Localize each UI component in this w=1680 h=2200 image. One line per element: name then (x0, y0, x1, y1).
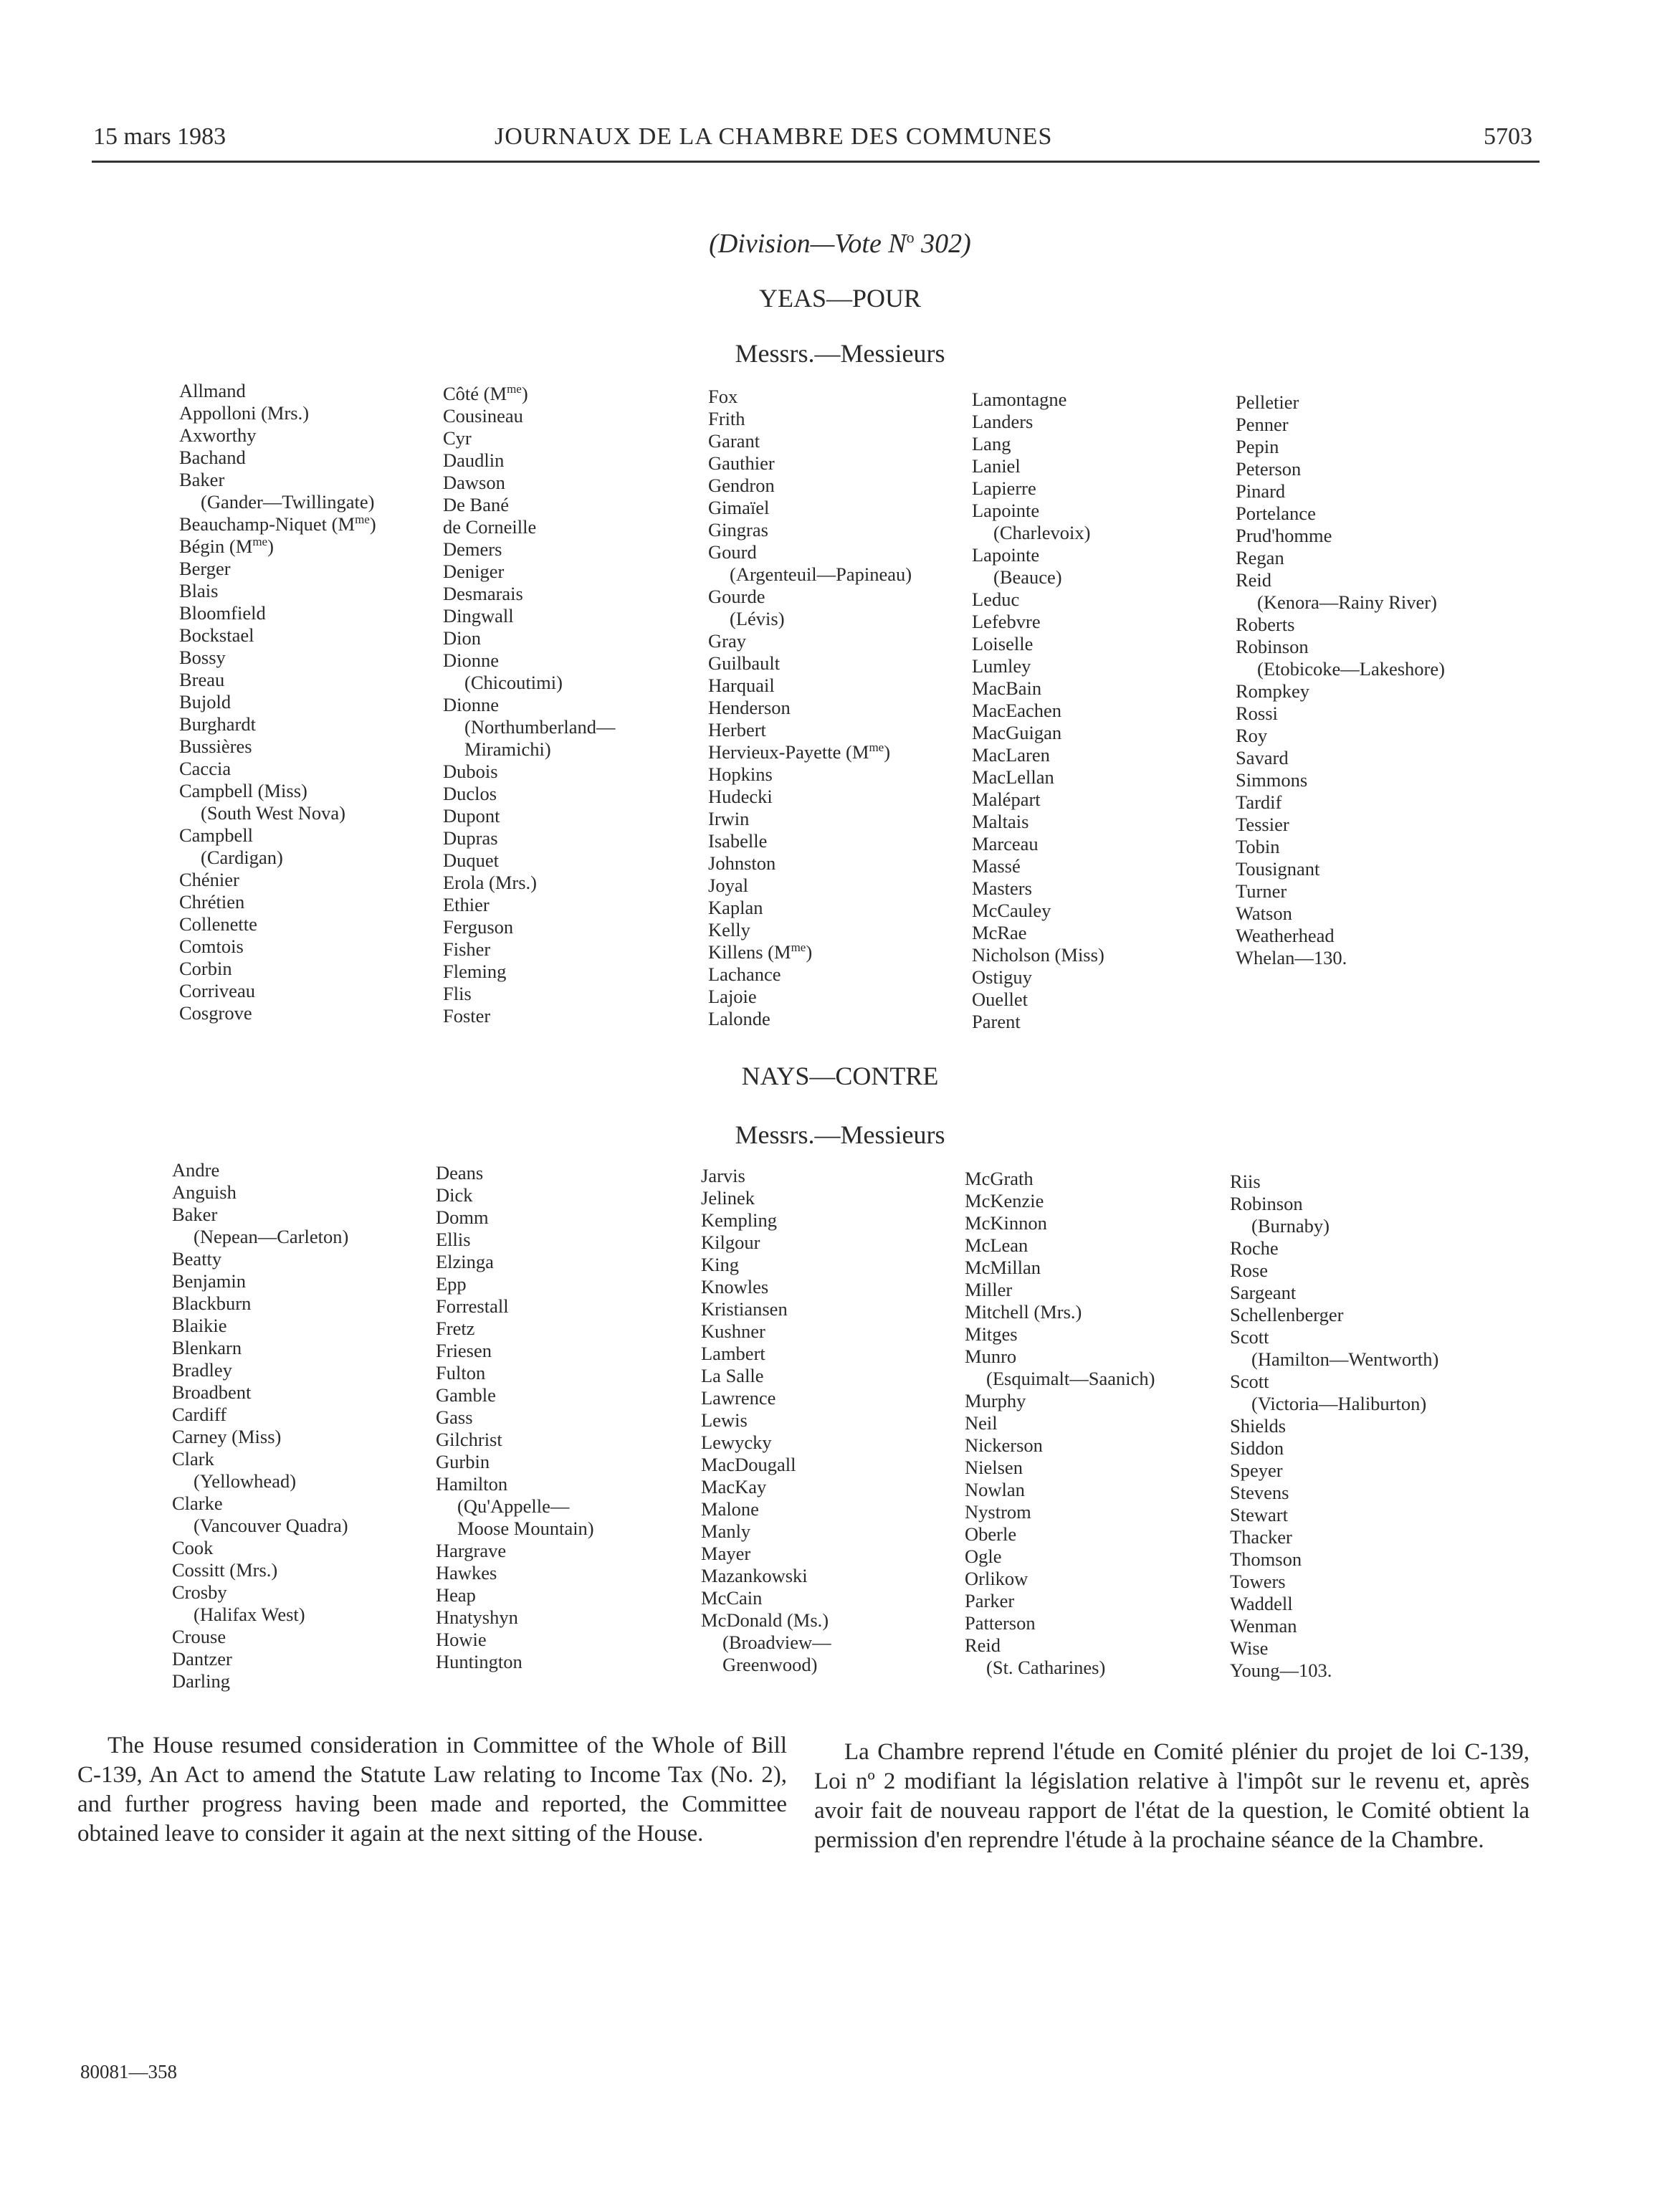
member-name: Lachance (708, 963, 781, 985)
member-name: Nowlan (965, 1479, 1025, 1500)
member-name: Gilchrist (436, 1429, 502, 1450)
member-name: Parker (965, 1590, 1015, 1611)
member-name: MacLaren (972, 744, 1050, 766)
member-name: King (701, 1254, 739, 1275)
member-name: Killens $(M^{me})$ (708, 941, 813, 963)
member-name: Epp (436, 1273, 467, 1295)
member-name: Côté $(M^{me})$ (443, 382, 528, 404)
member-name: McMillan (965, 1257, 1041, 1278)
member-name: Desmarais (443, 583, 523, 604)
member-name: Shields (1230, 1415, 1287, 1437)
member-name: Hervieux-Payette $(M^{me})$ (708, 741, 891, 763)
member-name: Heap (436, 1584, 476, 1606)
riding-label: (Lévis) (730, 608, 785, 629)
member-name: Deans (436, 1162, 484, 1184)
superscript: me (791, 941, 806, 955)
riding-label: (Beauce) (993, 566, 1062, 588)
member-name: Moose Mountain) (457, 1518, 594, 1539)
member-name: Gendron (708, 475, 775, 496)
nays-column-3 (701, 1165, 831, 1676)
member-name: Scott (1230, 1326, 1269, 1348)
member-name: Prud'homme (1236, 525, 1332, 546)
member-name: Miller (965, 1279, 1013, 1300)
member-name: Ouellet (972, 989, 1028, 1010)
member-name: Bossy (179, 647, 226, 668)
member-name: Wenman (1230, 1615, 1297, 1637)
riding-label: (South West Nova) (201, 802, 345, 824)
nays-heading: NAYS—CONTRE (741, 1062, 939, 1090)
member-name: Blais (179, 580, 219, 601)
member-name: Scott (1230, 1371, 1269, 1392)
riding-label: (Burnaby) (1251, 1215, 1330, 1237)
member-name: Loiselle (972, 633, 1034, 654)
nays-subheading: Messrs.—Messieurs (735, 1120, 945, 1149)
header-date: 15 mars 1983 (93, 123, 226, 150)
member-name: Bloomfield (179, 602, 266, 624)
member-name: Lapointe (972, 544, 1040, 566)
member-name: Kilgour (701, 1232, 760, 1253)
member-name: Crosby (172, 1581, 227, 1603)
member-name: Cook (172, 1537, 214, 1558)
nays-column-5 (1230, 1171, 1438, 1682)
member-name: Lapierre (972, 477, 1036, 499)
member-name: Wise (1230, 1637, 1269, 1659)
member-name: Clarke (172, 1492, 223, 1514)
member-name: De Bané (443, 494, 509, 515)
member-name: Nystrom (965, 1501, 1031, 1523)
member-name: Blackburn (172, 1292, 252, 1314)
member-name: Tardif (1236, 791, 1282, 813)
member-name: Maltais (972, 811, 1029, 832)
member-name: Roy (1236, 725, 1268, 746)
member-name: Frith (708, 408, 745, 429)
member-name: Burghardt (179, 713, 256, 735)
member-name: Robinson (1230, 1193, 1303, 1214)
header-rule (92, 161, 1540, 163)
riding-label: (Etobicoke—Lakeshore) (1257, 658, 1445, 680)
riding-label: (Yellowhead) (194, 1470, 297, 1492)
member-name: Huntington (436, 1651, 522, 1672)
member-name: Henderson (708, 697, 791, 718)
nays-column-1 (172, 1159, 348, 1692)
member-name: Axworthy (179, 424, 257, 446)
riding-label: (Charlevoix) (993, 522, 1091, 543)
member-name: Tobin (1236, 836, 1280, 857)
member-name: Sargeant (1230, 1282, 1297, 1303)
member-name: MacGuigan (972, 722, 1062, 743)
member-name: Tessier (1236, 814, 1289, 835)
member-name: Malone (701, 1498, 759, 1520)
member-name: Kempling (701, 1209, 777, 1231)
division-title (0, 228, 1680, 259)
member-name: Siddon (1230, 1437, 1284, 1459)
member-name: Hudecki (708, 786, 773, 807)
member-name: Lumley (972, 655, 1031, 677)
member-name: Fulton (436, 1362, 486, 1384)
member-name: Jelinek (701, 1187, 755, 1209)
member-name: Beauchamp-Niquet $(M^{me})$ (179, 513, 376, 535)
member-name: Lang (972, 433, 1011, 454)
member-name: Pinard (1236, 480, 1286, 502)
member-name: McLean (965, 1234, 1028, 1256)
member-name: Dingwall (443, 605, 514, 627)
english-paragraph: The House resumed consideration in Committee of the Whole of Bill C-139, An Act to amend the Statute Law relating to Income Tax (No. 2), and further progress having been made and reported, the Committee obtained leave to consider it again at the next sitting of the House. (77, 1733, 787, 1847)
riding-label: (Argenteuil—Papineau) (730, 563, 912, 585)
member-name: Marceau (972, 833, 1039, 854)
member-name: Lefebvre (972, 611, 1041, 632)
member-name: Corbin (179, 958, 232, 979)
member-name: Irwin (708, 808, 750, 829)
yeas-column-1 (179, 380, 376, 1024)
member-name: Fox (708, 386, 738, 407)
member-name: Chrétien (179, 891, 245, 913)
member-name: Parent (972, 1011, 1021, 1032)
member-name: Demers (443, 538, 502, 560)
member-name: Greenwood) (722, 1654, 818, 1675)
member-name: Reid (1236, 569, 1272, 591)
member-name: MacBain (972, 677, 1042, 699)
member-name: Allmand (179, 380, 246, 401)
member-name: Fleming (443, 961, 507, 982)
member-name: Broadbent (172, 1381, 252, 1403)
member-name: Mitges (965, 1323, 1018, 1345)
riding-label: (Northumberland— (464, 716, 616, 738)
member-name: Lalonde (708, 1008, 770, 1029)
member-name: Berger (179, 558, 231, 579)
member-name: Garant (708, 430, 760, 452)
member-name: MacKay (701, 1476, 767, 1497)
riding-label: (Hamilton—Wentworth) (1251, 1348, 1439, 1370)
french-paragraph: La Chambre reprend l'étude en Comité plénier du projet de loi C-139, Loi nº 2 modifiant la législation relative à l'impôt sur le revenu et, après avoir fait de nouveau rapport de l'état de la question, le Comité obtient la permission d'en reprendre l'étude à la prochaine séance de la Chambre. (814, 1739, 1529, 1853)
member-name: Bachand (179, 447, 246, 468)
member-name: Dionne (443, 649, 500, 671)
member-name: Gauthier (708, 452, 775, 474)
member-name: Ostiguy (972, 966, 1032, 988)
nays-column-4 (965, 1168, 1155, 1679)
member-name: Masters (972, 877, 1032, 899)
superscript: me (355, 513, 370, 527)
member-name: Joyal (708, 875, 748, 896)
member-name: Simmons (1236, 769, 1308, 791)
division-superscript: o (906, 228, 915, 247)
member-name: Roche (1230, 1237, 1279, 1259)
footer-code: 80081—358 (80, 2061, 177, 2082)
member-name: Campbell (Miss) (179, 780, 307, 801)
member-name: Appolloni (Mrs.) (179, 402, 310, 424)
riding-label: (Halifax West) (194, 1604, 305, 1625)
member-name: Gourde (708, 586, 765, 607)
member-name: Campbell (179, 824, 254, 846)
member-name: Herbert (708, 719, 766, 741)
member-name: Cardiff (172, 1404, 227, 1425)
member-name: Rossi (1236, 703, 1278, 724)
member-name: Flis (443, 983, 472, 1004)
member-name: Landers (972, 411, 1034, 432)
member-name: Dawson (443, 472, 505, 493)
member-name: McRae (972, 922, 1027, 943)
member-name: Cyr (443, 427, 472, 449)
member-name: Stevens (1230, 1482, 1289, 1503)
member-name: Baker (172, 1204, 218, 1225)
member-name: Savard (1236, 747, 1289, 768)
member-name: Cousineau (443, 405, 523, 427)
member-name: Deniger (443, 561, 505, 582)
member-name: Isabelle (708, 830, 768, 852)
member-name: Gingras (708, 519, 768, 541)
member-name: Neil (965, 1412, 998, 1434)
member-name: Gourd (708, 541, 757, 563)
member-name: McDonald (Ms.) (701, 1609, 829, 1631)
member-name: Hargrave (436, 1540, 507, 1561)
member-name: Hawkes (436, 1562, 497, 1584)
member-name: Bégin $(M^{me})$ (179, 535, 274, 557)
member-name: Kelly (708, 919, 750, 941)
member-name: Gray (708, 630, 746, 652)
member-name: Anguish (172, 1181, 237, 1203)
member-name: Speyer (1230, 1459, 1283, 1481)
member-name: McGrath (965, 1168, 1034, 1189)
member-name: Rompkey (1236, 680, 1310, 702)
member-name: Turner (1236, 880, 1287, 902)
member-name: Benjamin (172, 1270, 247, 1292)
member-name: Ethier (443, 894, 490, 915)
member-name: McCain (701, 1587, 763, 1609)
member-name: Gass (436, 1406, 473, 1428)
member-name: Lewycky (701, 1432, 772, 1453)
member-name: Murphy (965, 1390, 1026, 1411)
member-name: Massé (972, 855, 1021, 877)
member-name: Waddell (1230, 1593, 1293, 1614)
riding-label: (Esquimalt—Saanich) (986, 1368, 1155, 1389)
member-name: Dick (436, 1184, 473, 1206)
member-name: Erola (Mrs.) (443, 872, 537, 893)
member-name: Leduc (972, 589, 1020, 610)
division-prefix: (Division—Vote N (709, 229, 907, 259)
yeas-column-4 (972, 389, 1104, 1033)
member-name: Dubois (443, 761, 498, 782)
member-name: Chénier (179, 869, 239, 890)
member-name: Peterson (1236, 458, 1302, 480)
member-name: Daudlin (443, 449, 505, 471)
member-name: Lajoie (708, 986, 757, 1007)
member-name: Baker (179, 469, 225, 490)
member-name: de Corneille (443, 516, 537, 538)
member-name: Mitchell (Mrs.) (965, 1301, 1082, 1323)
member-name: Malépart (972, 789, 1041, 810)
member-name: Nickerson (965, 1434, 1043, 1456)
member-name: Towers (1230, 1571, 1286, 1592)
member-name: Jarvis (701, 1165, 745, 1186)
riding-label: (Kenora—Rainy River) (1257, 591, 1437, 613)
member-name: Duquet (443, 849, 500, 871)
member-name: Laniel (972, 455, 1021, 477)
member-name: Blaikie (172, 1315, 227, 1336)
yeas-column-2 (443, 383, 615, 1027)
riding-label: (Nepean—Carleton) (194, 1226, 349, 1247)
member-name: Roberts (1236, 614, 1295, 635)
member-name: Duclos (443, 783, 497, 804)
header-title: JOURNAUX DE LA CHAMBRE DES COMMUNES (495, 123, 1053, 150)
member-name: Ferguson (443, 916, 514, 938)
member-name: Manly (701, 1520, 751, 1542)
member-name: Nielsen (965, 1457, 1023, 1478)
member-name: Mazankowski (701, 1565, 808, 1586)
member-name: Watson (1236, 903, 1292, 924)
member-name: Kaplan (708, 897, 763, 918)
member-name: Beatty (172, 1248, 222, 1270)
member-name: Domm (436, 1206, 489, 1228)
member-name: Thomson (1230, 1548, 1302, 1570)
member-name: Friesen (436, 1340, 492, 1361)
yeas-column-3 (708, 386, 912, 1030)
riding-label: (Broadview— (722, 1632, 831, 1653)
member-name: McKinnon (965, 1212, 1047, 1234)
member-name: MacEachen (972, 700, 1062, 721)
member-name: Fretz (436, 1318, 475, 1339)
riding-label: (Victoria—Haliburton) (1251, 1393, 1427, 1414)
member-name: Lambert (701, 1343, 765, 1364)
riding-label: (St. Catharines) (986, 1657, 1106, 1678)
member-name: Whelan—130. (1236, 947, 1347, 968)
superscript: me (252, 535, 268, 549)
nays-column-2 (436, 1162, 594, 1673)
member-name: MacDougall (701, 1454, 796, 1475)
member-name: MacLellan (972, 766, 1054, 788)
member-name: Dionne (443, 694, 500, 715)
member-name: Carney (Miss) (172, 1426, 282, 1447)
member-name: Darling (172, 1670, 230, 1692)
member-name: Cosgrove (179, 1002, 252, 1024)
member-name: Hamilton (436, 1473, 508, 1495)
member-name: Crouse (172, 1626, 226, 1647)
member-name: Johnston (708, 852, 776, 874)
member-name: Guilbault (708, 652, 781, 674)
member-name: Lapointe (972, 500, 1040, 521)
riding-label: (Cardigan) (201, 847, 283, 868)
member-name: Kushner (701, 1320, 765, 1342)
member-name: Dion (443, 627, 481, 649)
member-name: Miramichi) (464, 738, 551, 760)
member-name: Hnatyshyn (436, 1606, 518, 1628)
member-name: Bradley (172, 1359, 232, 1381)
member-name: Harquail (708, 675, 775, 696)
riding-label: (Chicoutimi) (464, 672, 563, 693)
member-name: Gamble (436, 1384, 496, 1406)
member-name: Rose (1230, 1259, 1268, 1281)
superscript: me (507, 382, 522, 396)
member-name: Young—103. (1230, 1659, 1332, 1681)
member-name: Gurbin (436, 1451, 490, 1472)
member-name: Kristiansen (701, 1298, 788, 1320)
member-name: Riis (1230, 1171, 1261, 1192)
member-name: Bockstael (179, 624, 254, 646)
member-name: Gimaïel (708, 497, 770, 518)
member-name: Dantzer (172, 1648, 232, 1670)
member-name: McKenzie (965, 1190, 1044, 1211)
member-name: La Salle (701, 1365, 764, 1386)
member-name: Pepin (1236, 436, 1279, 457)
member-name: Regan (1236, 547, 1284, 568)
member-name: Thacker (1230, 1526, 1292, 1548)
member-name: Penner (1236, 414, 1289, 435)
member-name: Patterson (965, 1612, 1036, 1634)
member-name: Tousignant (1236, 858, 1320, 880)
member-name: Lamontagne (972, 389, 1067, 410)
member-name: Dupont (443, 805, 500, 827)
member-name: Oberle (965, 1523, 1017, 1545)
member-name: Mayer (701, 1543, 751, 1564)
member-name: Reid (965, 1634, 1001, 1656)
riding-label: (Gander—Twillingate) (201, 491, 375, 513)
member-name: Hopkins (708, 763, 773, 785)
member-name: Weatherhead (1236, 925, 1335, 946)
member-name: Forrestall (436, 1295, 509, 1317)
member-name: Knowles (701, 1276, 769, 1297)
member-name: Corriveau (179, 980, 255, 1001)
member-name: McCauley (972, 900, 1051, 921)
member-name: Schellenberger (1230, 1304, 1344, 1325)
member-name: Orlikow (965, 1568, 1028, 1589)
member-name: Howie (436, 1629, 487, 1650)
yeas-column-5 (1236, 391, 1445, 969)
member-name: Dupras (443, 827, 498, 849)
page-number: 5703 (1484, 123, 1532, 150)
member-name: Nicholson (Miss) (972, 944, 1104, 966)
member-name: Caccia (179, 758, 232, 779)
member-name: Elzinga (436, 1251, 494, 1272)
member-name: Munro (965, 1346, 1017, 1367)
riding-label: (Qu'Appelle— (457, 1495, 570, 1517)
member-name: Ogle (965, 1546, 1002, 1567)
member-name: Portelance (1236, 503, 1316, 524)
division-suffix: 302) (914, 229, 971, 259)
member-name: Stewart (1230, 1504, 1288, 1525)
member-name: Breau (179, 669, 225, 690)
member-name: Ellis (436, 1229, 471, 1250)
member-name: Cossitt (Mrs.) (172, 1559, 278, 1581)
yeas-heading: YEAS—POUR (758, 284, 922, 313)
member-name: Collenette (179, 913, 257, 935)
yeas-subheading: Messrs.—Messieurs (735, 339, 945, 368)
member-name: Blenkarn (172, 1337, 242, 1358)
member-name: Andre (172, 1159, 220, 1181)
member-name: Lawrence (701, 1387, 776, 1409)
member-name: Bussières (179, 735, 252, 757)
member-name: Foster (443, 1005, 491, 1027)
member-name: Robinson (1236, 636, 1309, 657)
riding-label: (Vancouver Quadra) (194, 1515, 348, 1536)
member-name: Comtois (179, 935, 244, 957)
member-name: Lewis (701, 1409, 748, 1431)
member-name: Pelletier (1236, 391, 1299, 413)
member-name: Clark (172, 1448, 214, 1470)
member-name: Bujold (179, 691, 232, 713)
member-name: Fisher (443, 938, 491, 960)
superscript: me (869, 741, 884, 755)
